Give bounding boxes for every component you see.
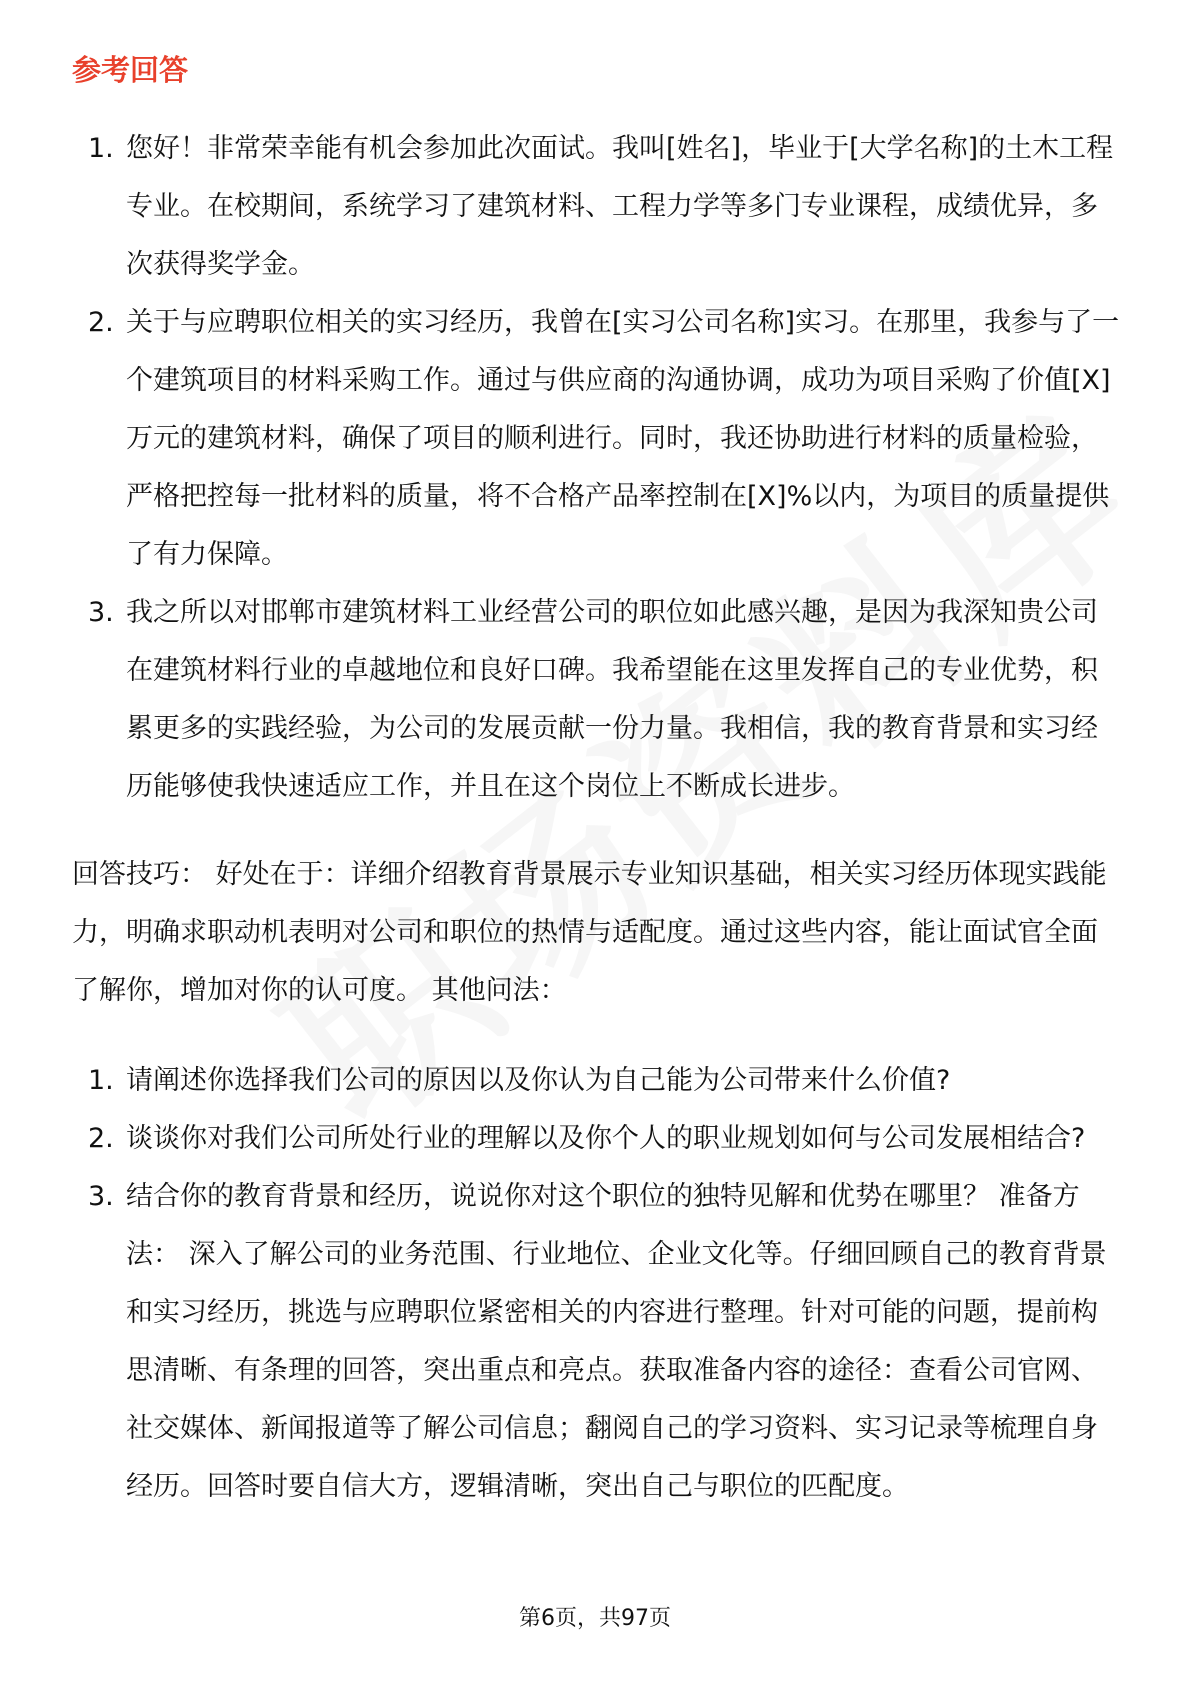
list-item — [72, 1110, 1122, 1168]
list-item — [72, 294, 1122, 584]
list-item-text: 谈谈你对我们公司所处行业的理解以及你个人的职业规划如何与公司发展相结合? — [126, 1123, 1086, 1154]
list-item-text: 您好！非常荣幸能有机会参加此次面试。我叫[姓名]，毕业于[大学名称]的土木工程专业。在校期间，系统学习了建筑材料、工程力学等多门专业课程，成绩优异，多次获得奖学金。 — [126, 133, 1114, 280]
list-item — [72, 1052, 1122, 1110]
list-item-text: 结合你的教育背景和经历，说说你对这个职位的独特见解和优势在哪里？ 准备方法： 深入了解公司的业务范围、行业地位、企业文化等。仔细回顾自己的教育背景和实习经历，挑选与应聘职位紧密相关的内容进行整理。针对可能的问题，提前构思清晰、有条理的回答，突出重点和亮点。获取准备内容的途径：查看公司官网、社交媒体、新闻报道等了解公司信息；翻阅自己的学习资料、实习记录等梳理自身经历。回答时要自信大方，逻辑清晰，突出自己与职位的匹配度。 — [126, 1181, 1107, 1502]
list-item-number: 2. — [88, 307, 114, 338]
list-item — [72, 120, 1122, 294]
list-item-number: 3. — [88, 597, 114, 628]
list-item-text: 我之所以对邯郸市建筑材料工业经营公司的职位如此感兴趣，是因为我深知贵公司在建筑材料行业的卓越地位和良好口碑。我希望能在这里发挥自己的专业优势，积累更多的实践经验，为公司的发展贡献一份力量。我相信，我的教育背景和实习经历能够使我快速适应工作，并且在这个岗位上不断成长进步。 — [126, 597, 1098, 802]
list-item-text: 请阐述你选择我们公司的原因以及你认为自己能为公司带来什么价值? — [126, 1065, 951, 1096]
list-item-number: 2. — [88, 1123, 114, 1154]
list-item — [72, 584, 1122, 816]
section-heading: 参考回答 — [72, 53, 189, 87]
list-item-number: 3. — [88, 1181, 114, 1212]
list-item-number: 1. — [88, 133, 114, 164]
content-body — [72, 120, 1122, 1516]
list-item-text: 关于与应聘职位相关的实习经历，我曾在[实习公司名称]实习。在那里，我参与了一个建筑项目的材料采购工作。通过与供应商的沟通协调，成功为项目采购了价值[X]万元的建筑材料，确保了项目的顺利进行。同时，我还协助进行材料的质量检验，严格把控每一批材料的质量，将不合格产品率控制在[X]%以内，为项目的质量提供了有力保障。 — [126, 307, 1120, 570]
tips-paragraph: 回答技巧： 好处在于：详细介绍教育背景展示专业知识基础，相关实习经历体现实践能力，明确求职动机表明对公司和职位的热情与适配度。通过这些内容，能让面试官全面了解你，增加对你的认可度。 其他问法： — [72, 859, 1107, 1006]
other-questions-list — [72, 1052, 1122, 1516]
page-number-footer: 第6页，共97页 — [519, 1606, 671, 1631]
list-item — [72, 1168, 1122, 1516]
list-item-number: 1. — [88, 1065, 114, 1096]
answer-list — [72, 120, 1122, 816]
